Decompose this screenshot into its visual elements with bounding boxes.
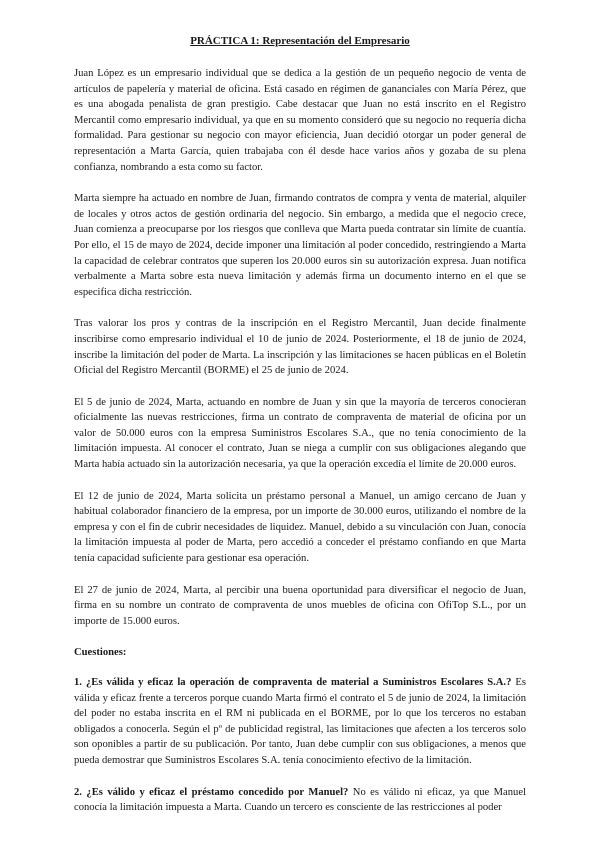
question-1	[74, 675, 526, 769]
question-2	[74, 785, 526, 816]
paragraph-3: Tras valorar los pros y contras de la inscripción en el Registro Mercantil, Juan decide finalmente inscribirse como empresario individual el 10 de junio de 2024. Posteriormente, el 18 de junio de 2024, inscribe la limitación del poder de Marta. La inscripción y las limitaciones se hacen públicas en el Boletín Oficial del Registro Mercantil (BORME) el 25 de junio de 2024.	[74, 318, 526, 377]
document-page	[74, 34, 526, 832]
question-1-text: 1. ¿Es válida y eficaz la operación de compraventa de material a Suministros Escolares S.A.?	[74, 677, 512, 688]
paragraph-5: El 12 de junio de 2024, Marta solicita un préstamo personal a Manuel, un amigo cercano de Juan y habitual colaborador financiero de la empresa, por un importe de 30.000 euros, utilizando el nombre de la empresa y con el fin de cubrir necesidades de liquidez. Manuel, debido a su vinculación con Juan, conocía la limitación impuesta al poder de Marta, pero accedió a conceder el préstamo confiando en que Marta tenía capacidad suficiente para gestionar esa operación.	[74, 490, 526, 565]
question-2-answer: No es válido ni eficaz, ya que Manuel conocía la limitación impuesta a Marta. Cuando un tercero es consciente de las restricciones al poder	[74, 786, 526, 814]
question-2-text: 2. ¿Es válido y eficaz el préstamo concedido por Manuel?	[74, 786, 349, 798]
document-title: PRÁCTICA 1: Representación del Empresario	[190, 35, 410, 47]
paragraph-1: Juan López es un empresario individual que se dedica a la gestión de un pequeño negocio de venta de artículos de papelería y material de oficina. Está casado en régimen de gananciales con María Pérez, que es una abogada penalista de gran prestigio. Cabe destacar que Juan no está inscrito en el Registro Mercantil como empresario individual, ya que en su momento consideró que su negocio no requería dicha formalidad. Para gestionar su negocio con mayor eficiencia, Juan decidió otorgar un poder general de representación a Marta García, quien trabajaba con él desde hace varios años y gozaba de su plena confianza, nombrando a esta como su factor.	[74, 68, 526, 173]
question-1-answer: Es válida y eficaz frente a terceros porque cuando Marta firmó el contrato el 5 de junio de 2024, la limitación del poder no estaba inscrita en el RM ni publicada en el BORME, por lo que los terceros no estaban obligados a conocerla. Según el pº de publicidad registral, las limitaciones que afecten a los terceros solo son oponibles a partir de su publicación. Por tanto, Juan debe cumplir con sus obligaciones, a menos que pueda demostrar que Suministros Escolares S.A. tenía conocimiento efectivo de la limitación.	[74, 677, 526, 766]
paragraph-4: El 5 de junio de 2024, Marta, actuando en nombre de Juan y sin que la mayoría de terceros conocieran oficialmente las nuevas restricciones, firma un contrato de compraventa de material de oficina por un valor de 50.000 euros con la empresa Suministros Escolares S.A., que no tenía conocimiento de la limitación impuesta. Al conocer el contrato, Juan se niega a cumplir con sus obligaciones alegando que Marta había actuado sin la autorización necesaria, ya que la operación excedía el límite de 20.000 euros.	[74, 396, 526, 471]
paragraph-6: El 27 de junio de 2024, Marta, al percibir una buena oportunidad para diversificar el negocio de Juan, firma en su nombre un contrato de compraventa de unos muebles de oficina con OfiTop S.L., por un importe de 15.000 euros.	[74, 584, 526, 627]
cuestiones-heading: Cuestiones:	[74, 647, 127, 659]
paragraph-2: Marta siempre ha actuado en nombre de Juan, firmando contratos de compra y venta de material, alquiler de locales y otros actos de gestión ordinaria del negocio. Sin embargo, a medida que el negocio crece, Juan comienza a preocuparse por los riesgos que conlleva que Marta pueda contratar sin límite de cuantía. Por ello, el 15 de mayo de 2024, decide imponer una limitación al poder concedido, restringiendo a Marta la capacidad de celebrar contratos que superen los 20.000 euros sin su autorización expresa. Juan notifica verbalmente a Marta sobre esta nueva limitación y además firma un documento interno en el que se especifica dicha restricción.	[74, 193, 526, 298]
